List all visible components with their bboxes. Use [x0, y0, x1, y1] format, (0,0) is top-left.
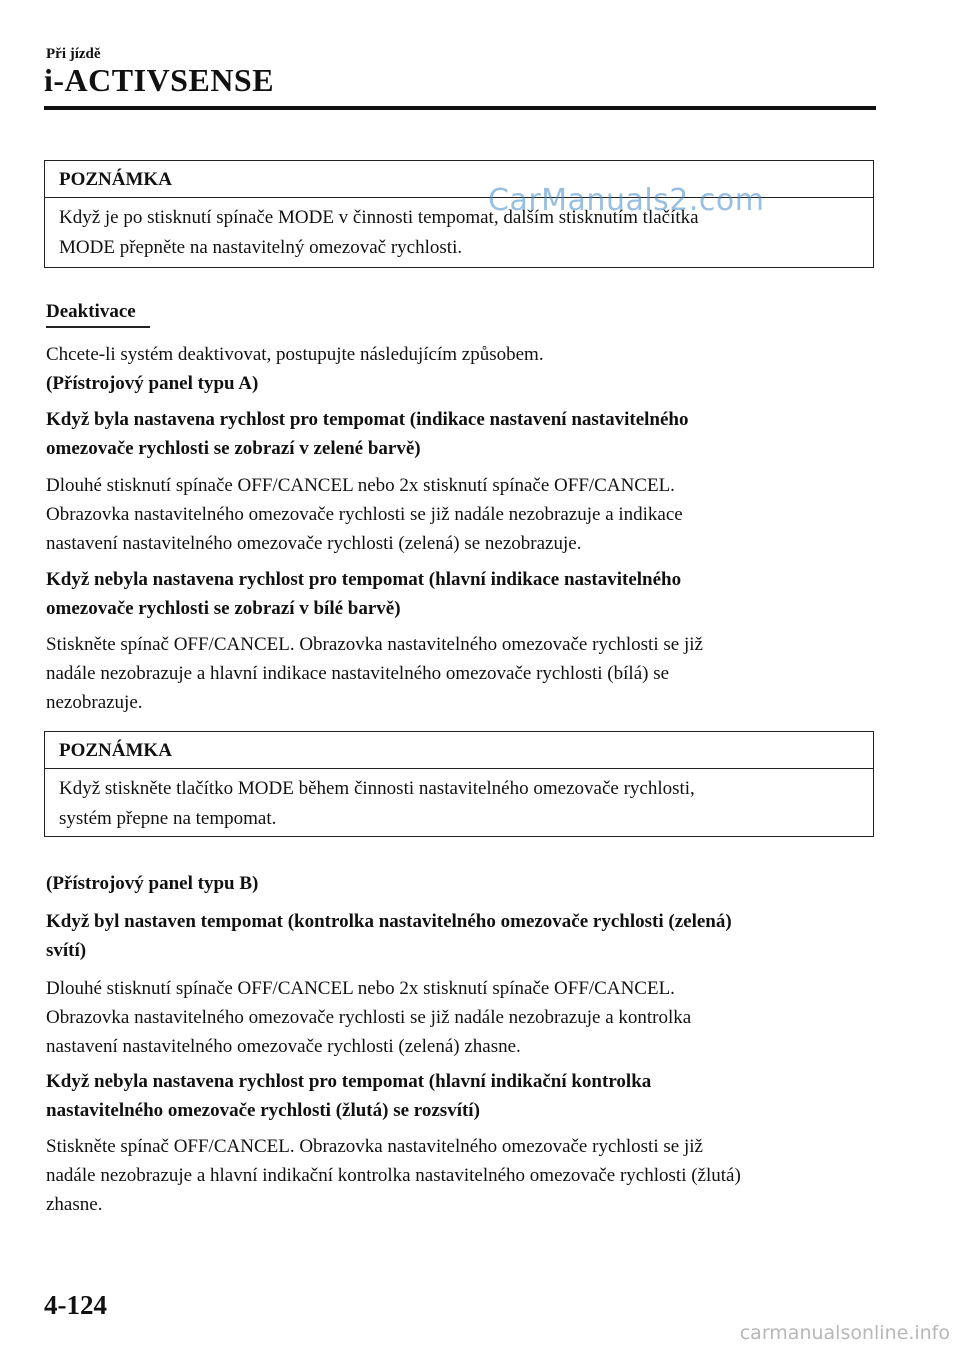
text-line: Chcete-li systém deaktivovat, postupujte následujícím způsobem. [46, 344, 544, 365]
footer-watermark: carmanualsonline.info [739, 1322, 950, 1344]
section-underline [46, 326, 150, 328]
note-heading: POZNÁMKA [45, 161, 873, 198]
text-line: Stiskněte spínač OFF/CANCEL. Obrazovka nastavitelného omezovače rychlosti se již [46, 634, 703, 655]
text-line: Dlouhé stisknutí spínače OFF/CANCEL nebo 2x stisknutí spínače OFF/CANCEL. [46, 475, 675, 496]
text-line: Když nebyla nastavena rychlost pro tempomat (hlavní indikace nastavitelného [46, 569, 682, 590]
note-body [45, 769, 873, 840]
page-title: i-ACTIVSENSE [44, 62, 275, 98]
note-line: Když stiskněte tlačítko MODE během činnosti nastavitelného omezovače rychlosti, [59, 778, 695, 799]
subheading-a1 [46, 405, 876, 463]
subheading-b1 [46, 907, 876, 965]
header-divider [44, 106, 876, 110]
watermark-logo: CarManuals2.com [488, 183, 765, 218]
text-line: Obrazovka nastavitelného omezovače rychlosti se již nadále nezobrazuje a indikace [46, 504, 683, 525]
text-line: omezovače rychlosti se zobrazí v bílé barvě) [46, 598, 401, 619]
text-line: Když byl nastaven tempomat (kontrolka nastavitelného omezovače rychlosti (zelená) [46, 911, 732, 932]
subheading-a2 [46, 565, 876, 623]
text-line: nastavitelného omezovače rychlosti (žlutá) se rozsvítí) [46, 1100, 480, 1121]
paragraph-b1 [46, 974, 876, 1061]
note-box-2 [44, 731, 874, 837]
subheading-panel-b: (Přístrojový panel typu B) [46, 873, 259, 894]
note-line: MODE přepněte na nastavitelný omezovač rychlosti. [59, 237, 463, 258]
section-heading-deactivation: Deaktivace [46, 301, 136, 322]
text-line: nastavení nastavitelného omezovače rychlosti (zelená) se nezobrazuje. [46, 533, 582, 554]
text-line: zhasne. [46, 1194, 103, 1215]
text-line: Když byla nastavena rychlost pro tempomat (indikace nastavení nastavitelného [46, 409, 689, 430]
paragraph-b2 [46, 1132, 876, 1219]
text-line: nadále nezobrazuje a hlavní indikační kontrolka nastavitelného omezovače rychlosti (žlutá) [46, 1165, 741, 1186]
text-line: omezovače rychlosti se zobrazí v zelené barvě) [46, 438, 421, 459]
text-line: nadále nezobrazuje a hlavní indikace nastavitelného omezovače rychlosti (bílá) se [46, 663, 670, 684]
page-number: 4-124 [44, 1290, 107, 1320]
note-line: Když je po stisknutí spínače MODE v činnosti tempomat, dalším stisknutím tlačítka [59, 207, 699, 228]
subheading-b2 [46, 1067, 876, 1125]
note-line: systém přepne na tempomat. [59, 808, 277, 829]
text-line: nastavení nastavitelného omezovače rychlosti (zelená) zhasne. [46, 1036, 521, 1057]
note-heading: POZNÁMKA [45, 732, 873, 769]
text-line: svítí) [46, 940, 87, 961]
paragraph-intro [46, 340, 876, 398]
chapter-label: Při jízdě [46, 46, 101, 62]
text-line: Obrazovka nastavitelného omezovače rychlosti se již nadále nezobrazuje a kontrolka [46, 1007, 692, 1028]
paragraph-a1 [46, 471, 876, 558]
text-line: Když nebyla nastavena rychlost pro tempomat (hlavní indikační kontrolka [46, 1071, 652, 1092]
text-line: Stiskněte spínač OFF/CANCEL. Obrazovka nastavitelného omezovače rychlosti se již [46, 1136, 703, 1157]
text-line: nezobrazuje. [46, 692, 143, 713]
text-line: Dlouhé stisknutí spínače OFF/CANCEL nebo 2x stisknutí spínače OFF/CANCEL. [46, 978, 675, 999]
subheading-panel-a: (Přístrojový panel typu A) [46, 373, 259, 394]
paragraph-a2 [46, 630, 876, 717]
